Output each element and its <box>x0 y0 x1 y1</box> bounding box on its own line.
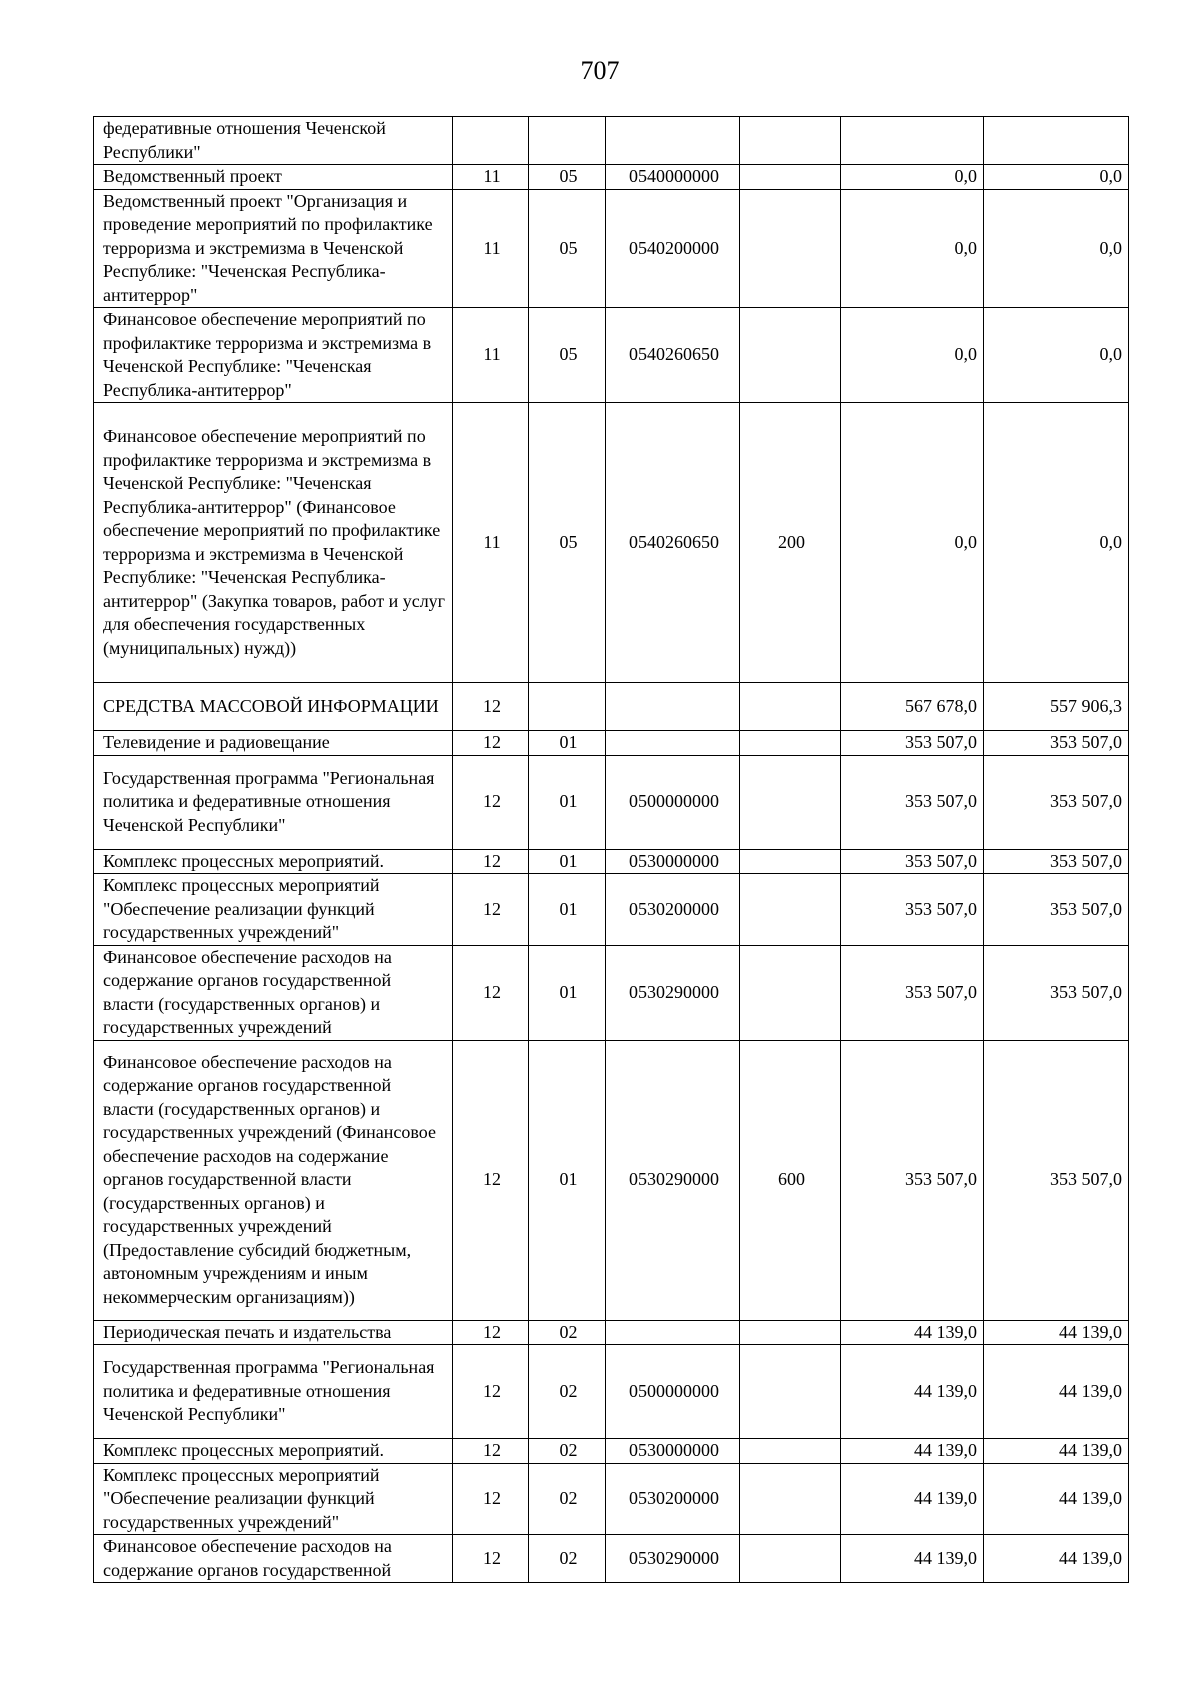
section-code-cell: 11 <box>453 189 529 308</box>
amount-second-cell: 353 507,0 <box>984 874 1129 946</box>
section-code-cell: 12 <box>453 683 529 731</box>
section-code-cell: 12 <box>453 1439 529 1464</box>
section-code-cell: 12 <box>453 1535 529 1583</box>
table-row <box>94 849 1129 874</box>
expense-type-code-cell <box>740 945 841 1040</box>
subsection-code-cell: 01 <box>529 874 606 946</box>
expense-type-code-cell <box>740 874 841 946</box>
section-code-cell: 11 <box>453 165 529 190</box>
amount-first-cell: 353 507,0 <box>841 945 984 1040</box>
table-row <box>94 308 1129 403</box>
amount-second-cell: 44 139,0 <box>984 1463 1129 1535</box>
expense-type-code-cell <box>740 849 841 874</box>
subsection-code-cell: 01 <box>529 755 606 849</box>
item-name-cell: Финансовое обеспечение расходов на содержание органов государственной <box>94 1535 453 1583</box>
item-name-cell: Комплекс процессных мероприятий "Обеспечение реализации функций государственных учреждений" <box>94 1463 453 1535</box>
amount-first-cell: 44 139,0 <box>841 1439 984 1464</box>
amount-second-cell: 353 507,0 <box>984 849 1129 874</box>
amount-first-cell: 0,0 <box>841 165 984 190</box>
amount-first-cell <box>841 117 984 165</box>
table-row <box>94 165 1129 190</box>
amount-second-cell: 0,0 <box>984 308 1129 403</box>
table-row <box>94 683 1129 731</box>
amount-second-cell: 0,0 <box>984 165 1129 190</box>
amount-second-cell: 0,0 <box>984 189 1129 308</box>
expense-type-code-cell: 600 <box>740 1040 841 1320</box>
expense-type-code-cell <box>740 308 841 403</box>
expense-type-code-cell <box>740 117 841 165</box>
subsection-code-cell: 02 <box>529 1320 606 1345</box>
expense-type-code-cell <box>740 731 841 756</box>
item-name-cell: Ведомственный проект <box>94 165 453 190</box>
target-article-code-cell <box>606 731 740 756</box>
target-article-code-cell <box>606 683 740 731</box>
amount-first-cell: 44 139,0 <box>841 1535 984 1583</box>
target-article-code-cell: 0540200000 <box>606 189 740 308</box>
amount-second-cell: 353 507,0 <box>984 945 1129 1040</box>
item-name-cell: Телевидение и радиовещание <box>94 731 453 756</box>
amount-second-cell: 557 906,3 <box>984 683 1129 731</box>
target-article-code-cell: 0530200000 <box>606 1463 740 1535</box>
target-article-code-cell: 0530290000 <box>606 945 740 1040</box>
subsection-code-cell: 01 <box>529 945 606 1040</box>
expense-type-code-cell <box>740 1439 841 1464</box>
amount-second-cell: 353 507,0 <box>984 1040 1129 1320</box>
expense-type-code-cell <box>740 755 841 849</box>
table-row <box>94 1345 1129 1439</box>
subsection-code-cell <box>529 683 606 731</box>
section-code-cell: 12 <box>453 945 529 1040</box>
budget-table <box>93 116 1129 1583</box>
amount-first-cell: 353 507,0 <box>841 1040 984 1320</box>
amount-first-cell: 353 507,0 <box>841 874 984 946</box>
amount-second-cell <box>984 117 1129 165</box>
target-article-code-cell: 0540000000 <box>606 165 740 190</box>
subsection-code-cell: 05 <box>529 189 606 308</box>
subsection-code-cell: 01 <box>529 731 606 756</box>
item-name-cell: Государственная программа "Региональная политика и федеративные отношения Чеченской Республики" <box>94 1345 453 1439</box>
table-row <box>94 117 1129 165</box>
item-name-cell: Финансовое обеспечение мероприятий по профилактике терроризма и экстремизма в Чеченской Республике: "Чеченская Республика-антитеррор" (Финансовое обеспечение мероприятий по профилактике терроризма и экстремизма в Чеченской Республике: "Чеченская Республика-антитеррор" (Закупка товаров, работ и услуг для обеспечения государственных (муниципальных) нужд)) <box>94 403 453 683</box>
subsection-code-cell: 05 <box>529 403 606 683</box>
target-article-code-cell: 0500000000 <box>606 755 740 849</box>
subsection-code-cell <box>529 117 606 165</box>
amount-first-cell: 567 678,0 <box>841 683 984 731</box>
section-code-cell: 12 <box>453 1320 529 1345</box>
item-name-cell: Периодическая печать и издательства <box>94 1320 453 1345</box>
amount-first-cell: 353 507,0 <box>841 731 984 756</box>
target-article-code-cell: 0500000000 <box>606 1345 740 1439</box>
amount-first-cell: 353 507,0 <box>841 755 984 849</box>
expense-type-code-cell <box>740 1463 841 1535</box>
target-article-code-cell: 0540260650 <box>606 403 740 683</box>
table-row <box>94 945 1129 1040</box>
table-row <box>94 1040 1129 1320</box>
amount-first-cell: 0,0 <box>841 403 984 683</box>
section-code-cell: 12 <box>453 849 529 874</box>
amount-first-cell: 353 507,0 <box>841 849 984 874</box>
item-name-cell: Комплекс процессных мероприятий. <box>94 1439 453 1464</box>
item-name-cell: федеративные отношения Чеченской Республики" <box>94 117 453 165</box>
target-article-code-cell: 0530200000 <box>606 874 740 946</box>
table-row <box>94 874 1129 946</box>
expense-type-code-cell <box>740 189 841 308</box>
target-article-code-cell <box>606 1320 740 1345</box>
item-name-cell: СРЕДСТВА МАССОВОЙ ИНФОРМАЦИИ <box>94 683 453 731</box>
section-code-cell: 11 <box>453 403 529 683</box>
target-article-code-cell <box>606 117 740 165</box>
table-row <box>94 1439 1129 1464</box>
expense-type-code-cell <box>740 1535 841 1583</box>
subsection-code-cell: 01 <box>529 849 606 874</box>
page-number: 707 <box>580 56 620 85</box>
amount-first-cell: 44 139,0 <box>841 1463 984 1535</box>
table-row <box>94 1320 1129 1345</box>
item-name-cell: Государственная программа "Региональная политика и федеративные отношения Чеченской Республики" <box>94 755 453 849</box>
subsection-code-cell: 01 <box>529 1040 606 1320</box>
section-code-cell: 12 <box>453 731 529 756</box>
amount-first-cell: 44 139,0 <box>841 1320 984 1345</box>
section-code-cell: 12 <box>453 1345 529 1439</box>
section-code-cell: 12 <box>453 1463 529 1535</box>
item-name-cell: Ведомственный проект "Организация и проведение мероприятий по профилактике терроризма и экстремизма в Чеченской Республике: "Чеченская Республика-антитеррор" <box>94 189 453 308</box>
subsection-code-cell: 02 <box>529 1345 606 1439</box>
section-code-cell: 12 <box>453 755 529 849</box>
target-article-code-cell: 0530000000 <box>606 1439 740 1464</box>
subsection-code-cell: 05 <box>529 308 606 403</box>
target-article-code-cell: 0530290000 <box>606 1040 740 1320</box>
amount-second-cell: 353 507,0 <box>984 731 1129 756</box>
table-row <box>94 731 1129 756</box>
table-row <box>94 403 1129 683</box>
table-row <box>94 1463 1129 1535</box>
amount-second-cell: 44 139,0 <box>984 1345 1129 1439</box>
section-code-cell <box>453 117 529 165</box>
expense-type-code-cell <box>740 1345 841 1439</box>
amount-second-cell: 44 139,0 <box>984 1439 1129 1464</box>
table-row <box>94 1535 1129 1583</box>
target-article-code-cell: 0530290000 <box>606 1535 740 1583</box>
expense-type-code-cell <box>740 1320 841 1345</box>
amount-second-cell: 353 507,0 <box>984 755 1129 849</box>
item-name-cell: Финансовое обеспечение расходов на содержание органов государственной власти (государственных органов) и государственных учреждений <box>94 945 453 1040</box>
item-name-cell: Финансовое обеспечение расходов на содержание органов государственной власти (государственных органов) и государственных учреждений (Финансовое обеспечение расходов на содержание органов государственной власти (государственных органов) и государственных учреждений (Предоставление субсидий бюджетным, автономным учреждениям и иным некоммерческим организациям)) <box>94 1040 453 1320</box>
expense-type-code-cell <box>740 165 841 190</box>
section-code-cell: 12 <box>453 1040 529 1320</box>
expense-type-code-cell: 200 <box>740 403 841 683</box>
item-name-cell: Комплекс процессных мероприятий "Обеспечение реализации функций государственных учреждений" <box>94 874 453 946</box>
target-article-code-cell: 0540260650 <box>606 308 740 403</box>
amount-second-cell: 0,0 <box>984 403 1129 683</box>
section-code-cell: 11 <box>453 308 529 403</box>
amount-first-cell: 44 139,0 <box>841 1345 984 1439</box>
subsection-code-cell: 02 <box>529 1463 606 1535</box>
table-body <box>94 117 1129 1583</box>
table-row <box>94 755 1129 849</box>
item-name-cell: Комплекс процессных мероприятий. <box>94 849 453 874</box>
amount-second-cell: 44 139,0 <box>984 1320 1129 1345</box>
expense-type-code-cell <box>740 683 841 731</box>
table-row <box>94 189 1129 308</box>
amount-second-cell: 44 139,0 <box>984 1535 1129 1583</box>
subsection-code-cell: 02 <box>529 1439 606 1464</box>
target-article-code-cell: 0530000000 <box>606 849 740 874</box>
section-code-cell: 12 <box>453 874 529 946</box>
subsection-code-cell: 02 <box>529 1535 606 1583</box>
amount-first-cell: 0,0 <box>841 308 984 403</box>
amount-first-cell: 0,0 <box>841 189 984 308</box>
item-name-cell: Финансовое обеспечение мероприятий по профилактике терроризма и экстремизма в Чеченской Республике: "Чеченская Республика-антитеррор" <box>94 308 453 403</box>
subsection-code-cell: 05 <box>529 165 606 190</box>
